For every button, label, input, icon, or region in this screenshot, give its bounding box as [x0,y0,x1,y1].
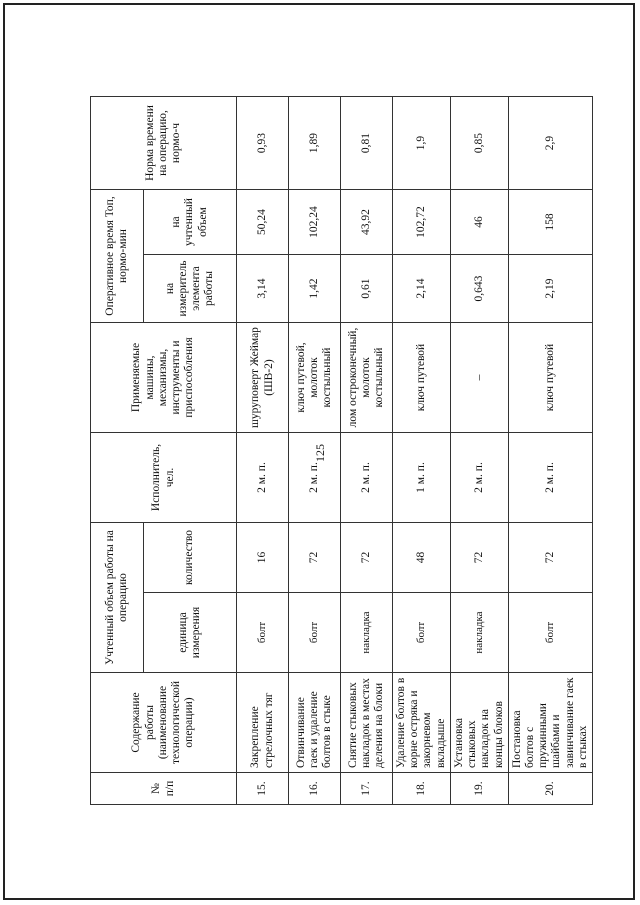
header-content: Содержание работы (наименование технологической операции) [91,673,237,773]
row-content: Установка стыковых накладок на концы блоков [450,673,508,773]
row-executor: 2 м. п. [289,433,341,523]
row-executor: 2 м. п. [508,433,592,523]
row-qty: 16 [237,523,289,593]
row-unit: болт [393,593,451,673]
row-time-unit: 2,14 [393,255,451,323]
row-qty: 72 [508,523,592,593]
row-num: 17. [341,773,393,805]
row-machines: шуруповерт Жеймар (ШВ-2) [237,323,289,433]
table-row [237,97,289,805]
row-num: 15. [237,773,289,805]
header-row-1 [91,97,144,805]
row-time-unit: 0,643 [450,255,508,323]
header-optime: Оперативное время Топ, нормо-мин [91,190,144,323]
table-row [450,97,508,805]
row-norm: 0,93 [237,97,289,190]
header-optime-unit: на измеритель элемента работы [144,255,237,323]
row-num: 16. [289,773,341,805]
header-executor: Исполнитель, чел. [91,433,237,523]
table-row [341,97,393,805]
header-volume: Учтенный объем работы на операцию [91,523,144,673]
header-norm: Норма времени на операцию, нормо-ч [91,97,237,190]
row-qty: 48 [393,523,451,593]
row-machines: ключ путевой [508,323,592,433]
page-number: 125 [313,444,327,462]
row-machines: – [450,323,508,433]
row-time-volume: 102,24 [289,190,341,255]
table-row [508,97,592,805]
row-num: 19. [450,773,508,805]
row-unit: накладка [450,593,508,673]
row-time-volume: 102,72 [393,190,451,255]
time-norm-table [90,96,593,805]
row-norm: 0,81 [341,97,393,190]
header-num: № п/п [91,773,237,805]
row-time-volume: 43,92 [341,190,393,255]
table-row [393,97,451,805]
row-time-volume: 46 [450,190,508,255]
row-executor: 1 м. п. [393,433,451,523]
row-time-unit: 1,42 [289,255,341,323]
row-executor: 2 м. п. [237,433,289,523]
row-norm: 1,9 [393,97,451,190]
row-qty: 72 [341,523,393,593]
row-content: Закрепление стрелочных тяг [237,673,289,773]
row-time-unit: 2,19 [508,255,592,323]
row-machines: ключ путевой, молоток костыльный [289,323,341,433]
row-unit: болт [508,593,592,673]
row-num: 20. [508,773,592,805]
row-norm: 0,85 [450,97,508,190]
row-unit: болт [237,593,289,673]
row-norm: 1,89 [289,97,341,190]
row-time-volume: 50,24 [237,190,289,255]
header-machines: Применяемые машины, механизмы, инструменты и приспособления [91,323,237,433]
header-optime-volume: на учтенный объем [144,190,237,255]
row-executor: 2 м. п. [450,433,508,523]
row-content: Удаление болтов в корне остряка и закорневом вкладыше [393,673,451,773]
header-volume-qty: количество [144,523,237,593]
table-row [289,97,341,805]
row-num: 18. [393,773,451,805]
row-norm: 2,9 [508,97,592,190]
row-qty: 72 [289,523,341,593]
row-qty: 72 [450,523,508,593]
row-time-unit: 3,14 [237,255,289,323]
row-unit: накладка [341,593,393,673]
row-time-unit: 0,61 [341,255,393,323]
header-volume-unit: единица измерения [144,593,237,673]
rotated-table-container [90,97,589,805]
row-time-volume: 158 [508,190,592,255]
row-content: Постановка болтов с пружинными шайбами и завинчивание гаек в стыках [508,673,592,773]
row-unit: болт [289,593,341,673]
row-machines: лом остроконечный, молоток костыльный [341,323,393,433]
row-content: Отвинчивание гаек и удаление болтов в стыке [289,673,341,773]
row-executor: 2 м. п. [341,433,393,523]
row-content: Снятие стыковых накладок в местах деления на блоки [341,673,393,773]
row-machines: ключ путевой [393,323,451,433]
